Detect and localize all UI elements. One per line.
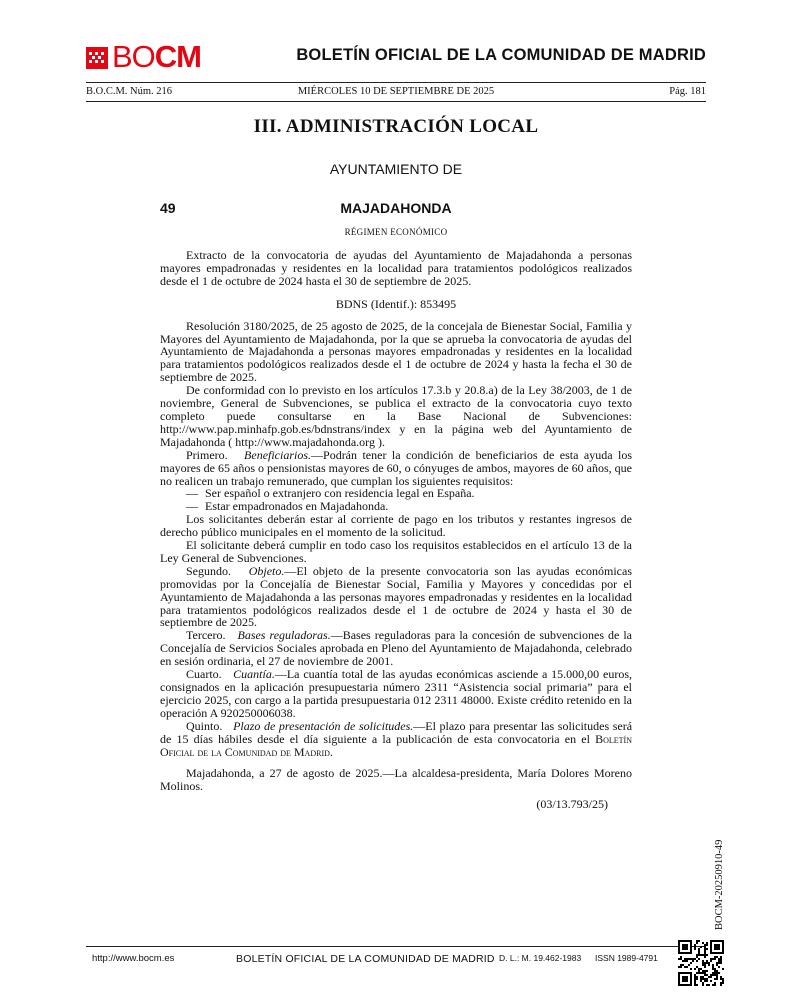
article-first-text: —Podrán tener la condición de beneficiarios de esta ayuda los mayores de 65 años o pensionistas mayores de 60, o cónyuges de ambos, mayores de 60 años, que no realicen un trabajo remunerado, que cumplan los siguientes requisitos: (160, 447, 632, 488)
requirement-text: Ser español o extranjero con residencia legal en España. (205, 486, 475, 501)
page-number: Pág. 181 (669, 86, 706, 97)
subsection-title: RÉGIMEN ECONÓMICO (344, 227, 448, 237)
article-first (160, 449, 632, 488)
reference-code: (03/13.793/25) (536, 797, 608, 812)
applicant-paragraph: El solicitante deberá cumplir en todo caso los requisitos establecidos en el artículo 13 de la Ley General de Subvenciones. (160, 538, 632, 565)
article-fifth-label: Quinto. (186, 718, 223, 733)
dash-bullet: — (186, 499, 198, 514)
bdns-identifier: BDNS (Identif.): 853495 (335, 296, 457, 311)
summary-paragraph: Extracto de la convocatoria de ayudas del Ayuntamiento de Majadahonda a personas mayores empadronadas y residentes en la localidad para tratamientos podológicos realizados desde el 1 de octubre de 2024 hasta el 30 de septiembre de 2025. (160, 248, 632, 288)
header-divider-bottom (86, 101, 706, 102)
article-fifth-title: Plazo de presentación de solicitudes. (233, 718, 414, 733)
article-second-text: —El objeto de la presente convocatoria son las ayudas económicas promovidas por la Concejalía de Bienestar Social, Familia y Mayores y concedidas por el Ayuntamiento de Majadahonda a las personas mayores empadronadas y residentes en la localidad para tratamientos podológicos realizados desde el 1 de octubre de 2024 y hasta el 30 de septiembre de 2025. (160, 563, 633, 630)
footer-title: BOLETÍN OFICIAL DE LA COMUNIDAD DE MADRID (236, 953, 495, 965)
header-divider-top (86, 82, 706, 83)
entry-number: 49 (160, 200, 176, 216)
logo-text-bold: CM (154, 39, 202, 74)
resolution-paragraph: Resolución 3180/2025, de 25 agosto de 2025, de la concejala de Bienestar Social, Familia y Mayores del Ayuntamiento de Majadahonda, por la que se aprueba la convocatoria de ayudas del Ayuntamiento de Majadahonda a personas mayores empadronadas y residentes en la localidad para tratamientos podológicos realizados desde el 1 de octubre de 2024 y hasta la fecha el 30 de septiembre de 2025. (160, 318, 632, 385)
applicants-paragraph: Los solicitantes deberán estar al corriente de pago en los tributos y restantes ingresos de derecho público municipales en el momento de la solicitud. (160, 512, 632, 540)
requirement-item (160, 500, 632, 513)
town-name: MAJADAHONDA (340, 200, 452, 216)
issue-number: B.O.C.M. Núm. 216 (86, 86, 173, 97)
issue-date: MIÉRCOLES 10 DE SEPTIEMBRE DE 2025 (297, 86, 495, 97)
side-document-code: BOCM-20250910-49 (714, 839, 725, 930)
article-fourth-label: Cuarto. (186, 667, 222, 682)
article-fourth (160, 668, 632, 720)
section-title: III. ADMINISTRACIÓN LOCAL (253, 116, 539, 137)
article-second-title: Objeto. (248, 563, 285, 578)
article-fourth-text: —La cuantía total de las ayudas económicas asciende a 15.000,00 euros, consignados en la aplicación presupuestaria número 2311 “Asistencia social primaria” para el ejercicio 2025, con cargo a la partida presupuestaria 012 2311 48000. Existe crédito retenido en la operación A 920250006038. (160, 667, 632, 720)
qr-code-icon (678, 940, 724, 986)
entity-type: AYUNTAMIENTO DE (329, 161, 463, 177)
footer-url-link[interactable]: http://www.bocm.es (92, 953, 175, 964)
article-first-label: Primero. (186, 447, 228, 462)
madrid-flag-icon (86, 47, 108, 69)
requirement-text: Estar empadronados en Majadahonda. (205, 499, 389, 514)
article-fifth (160, 720, 632, 759)
issn: ISSN 1989-4791 (595, 953, 658, 963)
article-third-title: Bases reguladoras. (237, 628, 331, 643)
article-second (160, 565, 632, 630)
document-body (160, 249, 632, 811)
article-second-label: Segundo. (186, 563, 231, 578)
article-fifth-end: . (329, 744, 333, 759)
boletin-name: Boletín Oficial de la Comunidad de Madrid (160, 731, 632, 759)
conformity-paragraph: De conformidad con lo previsto en los artículos 17.3.b y 20.8.a) de la Ley 38/2003, de 1 de noviembre, General de Subvenciones, se publica el extracto de la convocatoria cuyo texto completo puede consultarse en la Base Nacional de Subvenciones: http://www.pap.minhafp.gob.es/bdnstrans/index y en la página web del Ayuntamiento de Majadahonda ( http://www.majadahonda.org ). (160, 383, 632, 449)
article-third-text: —Bases reguladoras para la concesión de subvenciones de la Concejalía de Servicios Sociales aprobada en Pleno del Ayuntamiento de Majadahonda, celebrado en sesión ordinaria, el 27 de noviembre de 2001. (160, 628, 632, 669)
dash-bullet: — (186, 486, 198, 501)
legal-deposit: D. L.: M. 19.462-1983 (499, 953, 582, 963)
article-third-label: Tercero. (186, 628, 226, 643)
header-title: BOLETÍN OFICIAL DE LA COMUNIDAD DE MADRID (296, 46, 706, 64)
article-fourth-title: Cuantía. (233, 667, 275, 682)
footer-divider (86, 946, 706, 947)
article-fifth-text: —El plazo para presentar las solicitudes será de 15 días hábiles desde el día siguiente a la publicación de esta convocatoria en el (160, 718, 633, 746)
bocm-logo (86, 39, 202, 74)
article-first-title: Beneficiarios. (244, 447, 312, 462)
article-third (160, 629, 632, 668)
logo-text-light: BO (112, 39, 155, 74)
signature-paragraph: Majadahonda, a 27 de agosto de 2025.—La alcaldesa-presidenta, María Dolores Moreno Molinos. (160, 766, 632, 794)
